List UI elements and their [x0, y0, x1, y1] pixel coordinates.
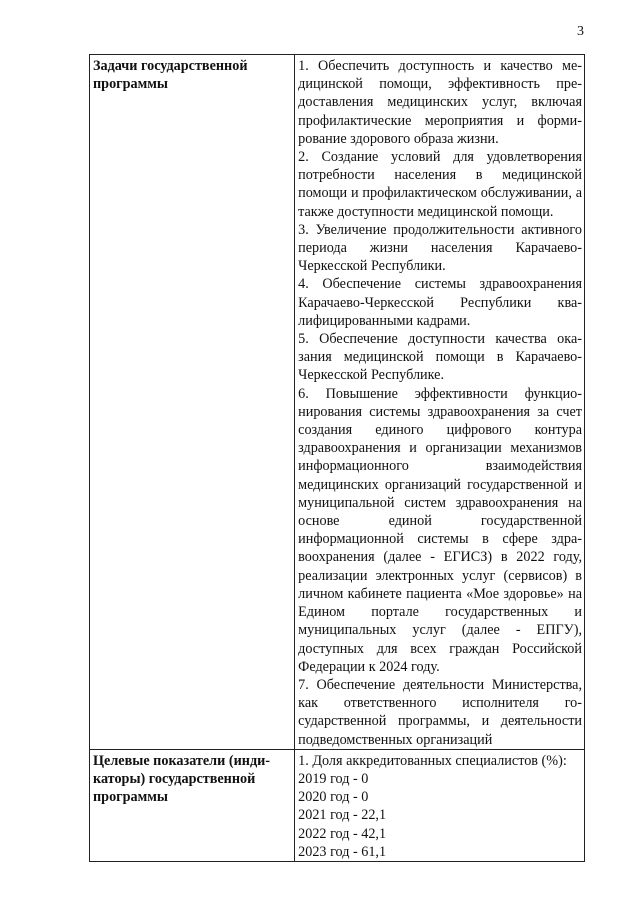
tasks-label-cell	[90, 55, 295, 750]
indicator-year-line: 2022 год - 42,1	[298, 825, 387, 842]
indicators-label: Целевые показатели (индикаторы) государственной программы	[93, 752, 271, 806]
task-item-1: 1. Обеспечить доступность и качество медицинской помощи, эффективность предоставления медицинских услуг, включая профилактические мероприятия и формирование здорового образа жизни.	[298, 58, 582, 147]
task-item-3: 3. Увеличение продолжительности активного периода жизни населения Карачаево-Черкесской Республики.	[298, 221, 582, 275]
indicators-label-cell	[90, 749, 295, 861]
task-item-5: 5. Обеспечение доступности качества оказания медицинской помощи в Карачаево-Черкесской Республике.	[298, 331, 582, 384]
task-item-4: 4. Обеспечение системы здравоохранения Карачаево-Черкесской Республики квалифицированными кадрами.	[298, 276, 582, 329]
task-item-7: 7. Обеспечение деятельности Министерства, как ответственного исполнителя государственной программы, и деятельности подведомственных организаций	[298, 676, 582, 748]
indicator-year-line: 2019 год - 0	[298, 770, 369, 787]
tasks-value-cell	[295, 55, 585, 750]
task-item-6: 6. Повышение эффективности функционирования системы здравоохранения за счет создания единого цифрового контура здравоохранения и организации механизмов информационного взаимодействия медицинских организаций государственной и муниципальной систем здравоохранения на основе единой государственной информационной системы в сфере здравоохранения (далее - ЕГИСЗ) в 2022 году, реализации электронных услуг (сервисов) в личном кабинете пациента «Мое здоровье» на Едином портале государственных и муниципальных услуг (далее - ЕПГУ), доступных для всех граждан Российской Федерации к 2024 году.	[298, 385, 582, 675]
indicators-value-cell	[295, 749, 585, 861]
indicator-heading: 1. Доля аккредитованных специалистов (%):	[298, 752, 567, 769]
program-passport-table	[89, 54, 585, 862]
indicator-year-line: 2023 год - 61,1	[298, 843, 387, 860]
table-row-indicators	[90, 749, 585, 861]
indicator-year-line: 2020 год - 0	[298, 789, 369, 806]
indicator-year-line: 2021 год - 22,1	[298, 807, 387, 824]
task-item-2: 2. Создание условий для удовлетворения потребности населения в медицинской помощи и профилактическом обслуживании, а также доступности медицинской помощи.	[298, 149, 582, 220]
tasks-label: Задачи государственной программы	[93, 58, 248, 93]
page-number: 3	[577, 24, 584, 39]
table-row-tasks	[90, 55, 585, 750]
